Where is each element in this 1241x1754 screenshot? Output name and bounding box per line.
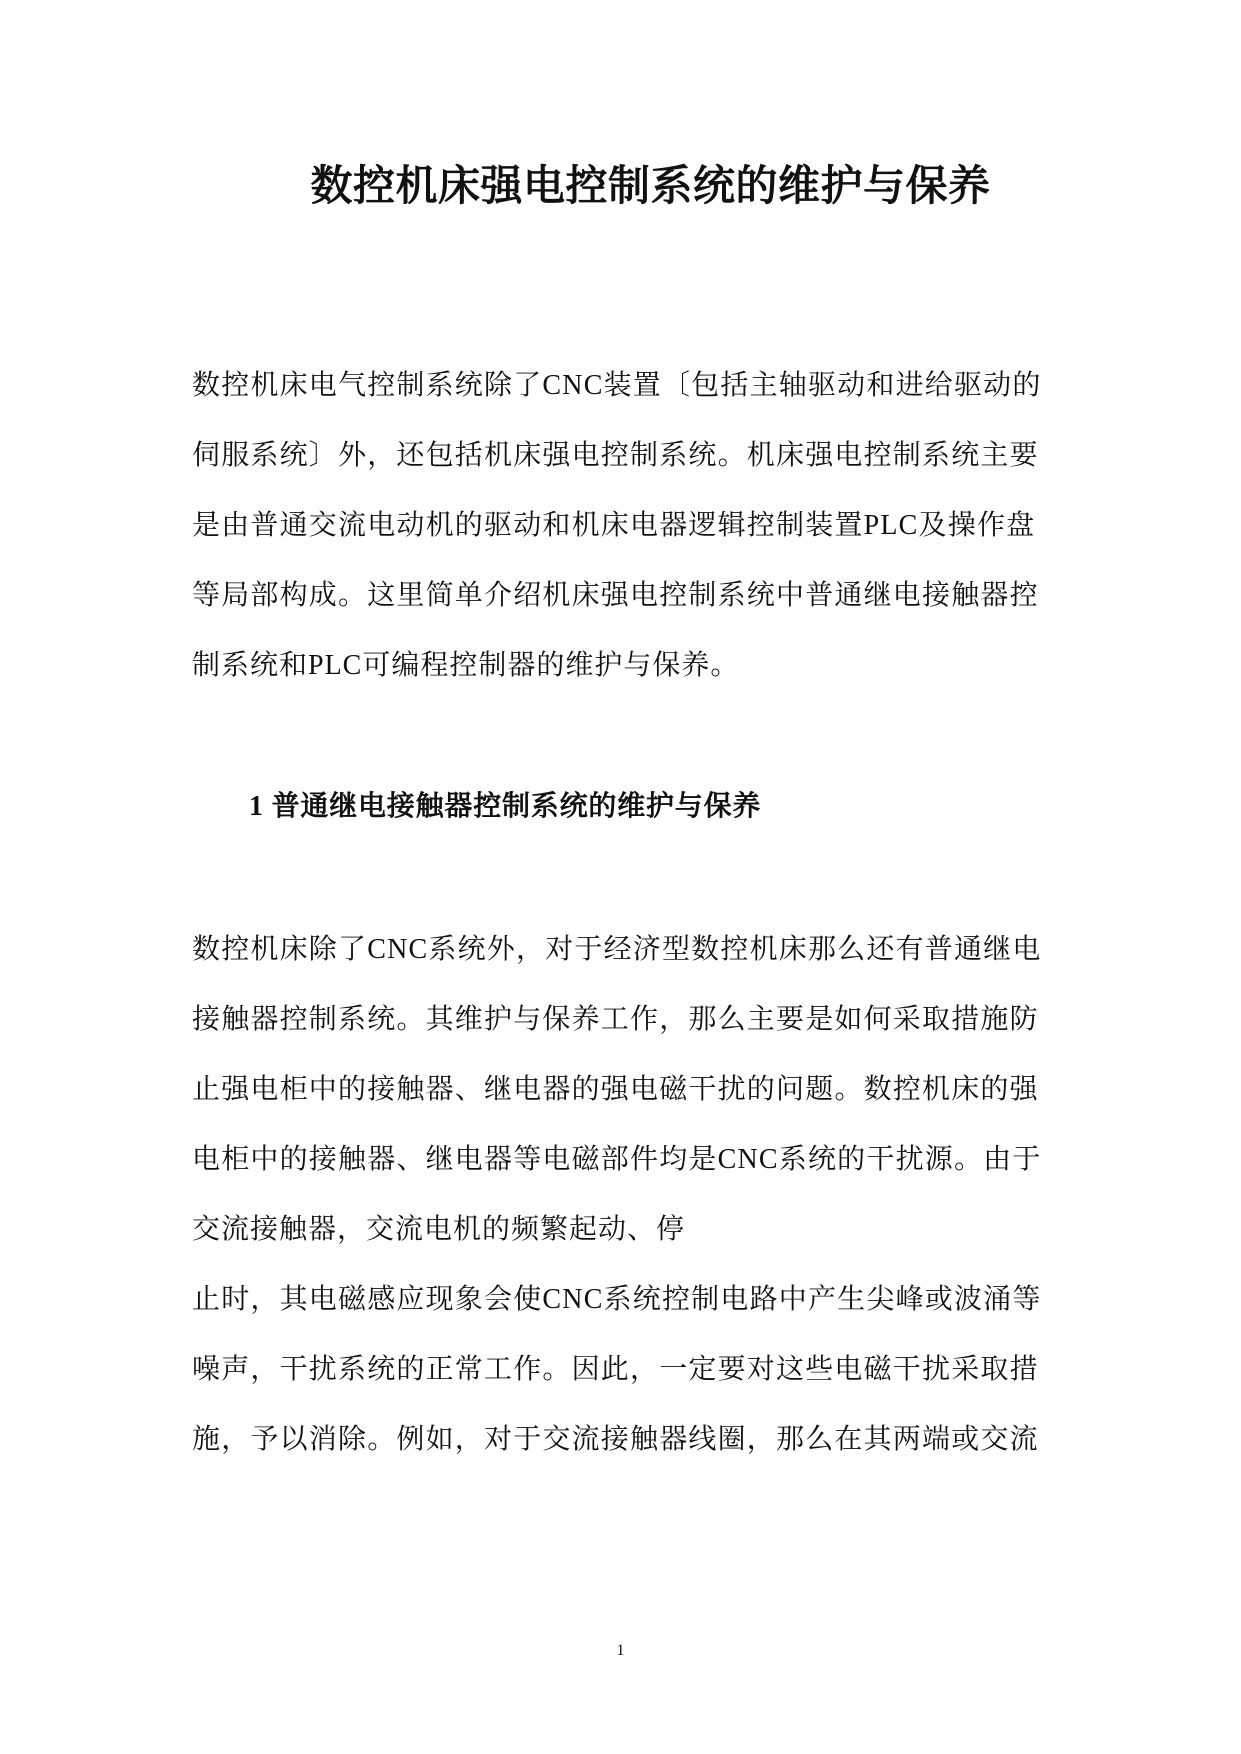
section-1-line-6: 止时，其电磁感应现象会使CNC系统控制电路中产生尖峰或波涌等 xyxy=(192,1284,1042,1315)
intro-line-3: 是由普通交流电动机的驱动和机床电器逻辑控制装置PLC及操作盘 xyxy=(192,510,1036,541)
intro-line-5: 制系统和PLC可编程控制器的维护与保养。 xyxy=(192,650,740,681)
section-1-line-5: 交流接触器，交流电机的频繁起动、停 xyxy=(192,1214,686,1245)
section-1-line-8: 施，予以消除。例如，对于交流接触器线圈，那么在其两端或交流 xyxy=(192,1424,1039,1455)
section-1-line-3: 止强电柜中的接触器、继电器的强电磁干扰的问题。数控机床的强 xyxy=(192,1074,1039,1105)
section-1-line-2: 接触器控制系统。其维护与保养工作，那么主要是如何采取措施防 xyxy=(192,1004,1039,1035)
intro-line-2: 伺服系统〕外，还包括机床强电控制系统。机床强电控制系统主要 xyxy=(192,440,1039,471)
intro-line-4: 等局部构成。这里简单介绍机床强电控制系统中普通继电接触器控 xyxy=(192,580,1039,611)
section-1-line-7: 噪声，干扰系统的正常工作。因此，一定要对这些电磁干扰采取措 xyxy=(192,1354,1039,1385)
section-1-heading: 1 普通继电接触器控制系统的维护与保养 xyxy=(249,791,762,822)
document-title: 数控机床强电控制系统的维护与保养 xyxy=(310,161,991,210)
intro-line-1: 数控机床电气控制系统除了CNC装置〔包括主轴驱动和进给驱动的 xyxy=(192,370,1042,401)
page-number: 1 xyxy=(616,1642,625,1659)
section-1-line-1: 数控机床除了CNC系统外，对于经济型数控机床那么还有普通继电 xyxy=(192,934,1042,965)
section-1-line-4: 电柜中的接触器、继电器等电磁部件均是CNC系统的干扰源。由于 xyxy=(192,1144,1042,1175)
